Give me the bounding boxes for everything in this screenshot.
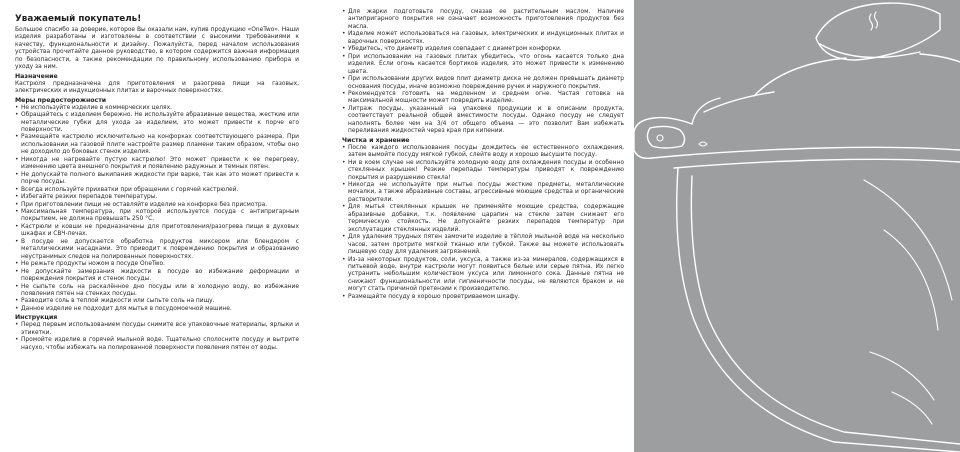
list-item: • Размещайте кастрюлю исключительно на конфорках соответствующего размера. При использовании на газовой плите настройте размер пламени таким образом, чтобы оно не доходило до боковых стенок изделия. — [15, 134, 299, 156]
list-item: • Не допускайте полного выкипания жидкости при варке, так как это может привести к порче посуды. — [15, 172, 299, 187]
list-item: • Избегайте резких перепадов температуры. — [15, 194, 299, 201]
list-item: • Не используйте изделие в коммерческих целях. — [15, 105, 299, 112]
list-item: • Для мытья стеклянных крышек не применяйте моющие средства, содержащие абразивные добавки, т.к. появление царапин на стекле затем снижает его термическую стойкость. Не допускайте резких перепадов температур при эксплуатации стеклянных изделий. — [342, 204, 624, 234]
list-item: • Обращайтесь с изделием бережно. Не используйте абразивные вещества, жесткие или металлические губки для ухода за изделием, это может привести к порче его поверхности. — [15, 112, 299, 134]
list-item: • Не допускайте замерзания жидкости в посуде во избежание деформации и повреждения покрытия и стенок посуды. — [15, 269, 299, 284]
saucepan-illustration — [634, 0, 960, 452]
list-item: • Убедитесь, что диаметр изделия совпадает с диаметром конфорки. — [342, 46, 624, 53]
care-heading: Чистка и хранение — [342, 136, 410, 144]
lid-dome-edge — [754, 58, 846, 96]
list-item: • Рекомендуется готовить на медленном и среднем огне. Частая готовка на максимальной мощности может повредить изделие. — [342, 91, 624, 106]
list-item: • Литраж посуды, указанный на упаковке продукции и в описании продукта, соответствует реальной общей вместимости посуды. Однако посуду не следует наполнять более чем на 3/4 от общего объема — это позволит Вам избежать переливания жидкостей через края при кипении. — [342, 106, 624, 136]
saucepan-line-art — [634, 0, 960, 452]
reflection-curve — [864, 180, 952, 300]
handle-inner-loop — [647, 126, 684, 148]
list-item: • Ни в коем случае не используйте холодную воду для охлаждения посуды и особенно стеклянных крышек! Резкие перепады температуры приводят к повреждению покрытия и разрушению стекла! — [342, 160, 624, 182]
list-item: • Промойте изделие в горячей мыльной воде. Тщательно сполосните посуду и вытрите насухо, чтобы избежать на полированной поверхности появления пятен от воды. — [15, 337, 299, 352]
brand-logo-mark — [699, 142, 707, 146]
list-item: • Не режьте продукты ножом в посуде OneTwo. — [15, 261, 299, 268]
list-item: • В посуде не допускается обработка продуктов миксером или блендером с металлическими насадками. Это приводит к повреждению покрытия и образованию неустранимых следов на полированных поверхностях. — [15, 239, 299, 261]
instruction-heading: Инструкция — [15, 314, 58, 322]
list-item: • Никогда не используйте при мытье посуды жесткие предметы, металлические мочалки, а также абразивные составы, агрессивные моющие средства и органические растворители. — [342, 182, 624, 204]
purpose-heading: Назначение — [15, 72, 58, 80]
list-item: • Изделие может использоваться на газовых, электрических и индукционных плитах и варочных поверхностях. — [342, 31, 624, 46]
steam-icon — [870, 14, 873, 30]
handle-rivet — [657, 135, 663, 141]
pot-body-outer — [677, 168, 960, 452]
care-list — [342, 145, 624, 302]
list-item: • После каждого использования посуды дождитесь ее естественного охлаждения, затем вымойте посуду мягкой губкой, слейте воду и хорошо высушите посуду. — [342, 145, 624, 160]
list-item: • Всегда используйте прихватки при обращении с горячей кастрюлей. — [15, 187, 299, 194]
precautions-heading: Меры предосторожности — [15, 96, 107, 104]
purpose-paragraph: Кастрюля предназначена для приготовления и разогрева пищи на газовых, электрических и индукционных плитах и варочных поверхностях. — [15, 80, 299, 95]
handle-outline — [634, 118, 674, 158]
pot-body-inner — [691, 176, 960, 444]
list-item: • При использовании на газовых плитах убедитесь, что огонь касается только дна изделия. Если огонь касается бортиков изделия, это может привести к изменению цвета. — [342, 54, 624, 76]
greeting-heading: Уважаемый покупатель! — [15, 14, 142, 24]
list-item: • Для жарки подготовьте посуду, смазав ее растительным маслом. Наличие антипригарного покрытия не означает возможность приготовления продуктов без масла. — [342, 9, 624, 31]
list-item: • При использовании других видов плит диаметр диска не должен превышать диаметр основания посуды, иначе возможно повреждение ручек и наружного покрытия. — [342, 76, 624, 91]
list-item: • Не сыпьте соль на раскалённое дно посуды или в холодную воду, во избежание появления пятен на стенках посуды. — [15, 284, 299, 299]
list-item: • Размещайте посуду в хорошо проветриваемом шкафу. — [342, 294, 624, 301]
lid-knob-base — [820, 44, 920, 57]
intro-paragraph: Большое спасибо за доверие, которое Вы оказали нам, купив продукцию «OneTwo». Наши изделия разработаны и изготовлены в соответствии с высокими требованиями к качеству, функциональности и дизайну. Пожалуйста, перед началом использования устройства прочитайте данное руководство, в котором содержится важная информация по безопасности, а также рекомендации по правильному использованию прибора и уходу за ним. — [15, 27, 299, 71]
list-item: • Кастрюли и ковши не предназначены для приготовления/разогрева пищи в духовых шкафах и СВЧ-печах. — [15, 224, 299, 239]
list-item: • Перед первым использованием посуды снимите все упаковочные материалы, ярлыки и этикетки. — [15, 322, 299, 337]
usage-list — [342, 9, 624, 136]
list-item: • Максимальная температура, при которой используется посуда с антипригарным покрытием, не должна превышать 250 °С. — [15, 209, 299, 224]
list-item: • Разводите соль в теплой жидкости или сыпьте соль на пищу. — [15, 298, 299, 305]
instruction-list — [15, 322, 299, 352]
list-item: • Для удаления трудных пятен замочите изделие в тёплой мыльной воде на несколько часов, затем протрите мягкой тканью или губкой. Также вы можете использовать пищевую соду для удаления загрязнений. — [342, 234, 624, 256]
list-item: • При приготовлении пищи не оставляйте изделие на конфорке без присмотра. — [15, 202, 299, 209]
list-item: • Никогда не нагревайте пустую кастрюлю! Это может привести к ее перегреву, изменению цвета внешнего покрытия и появлению радужных и темных пятен. — [15, 157, 299, 172]
precautions-list — [15, 105, 299, 314]
manual-column-right — [342, 9, 624, 301]
manual-column-left — [15, 14, 299, 352]
pot-rim-bottom — [674, 159, 960, 168]
list-item: • Из-за некоторых продуктов, соли, уксуса, а также из-за минералов, содержащихся в питьевой воде, внутри кастрюли могут появиться белые или серые пятна. Их легко устранить небольшим количеством уксуса или лимонного сока. Данные пятна не снижают функциональности или гигиеничности посуды, не являются браком и не могут стать причиной претензии к производителю. — [342, 257, 624, 294]
list-item: • Данное изделие не подходит для мытья в посудомоечной машине. — [15, 306, 299, 313]
pot-rim-top — [674, 147, 960, 156]
